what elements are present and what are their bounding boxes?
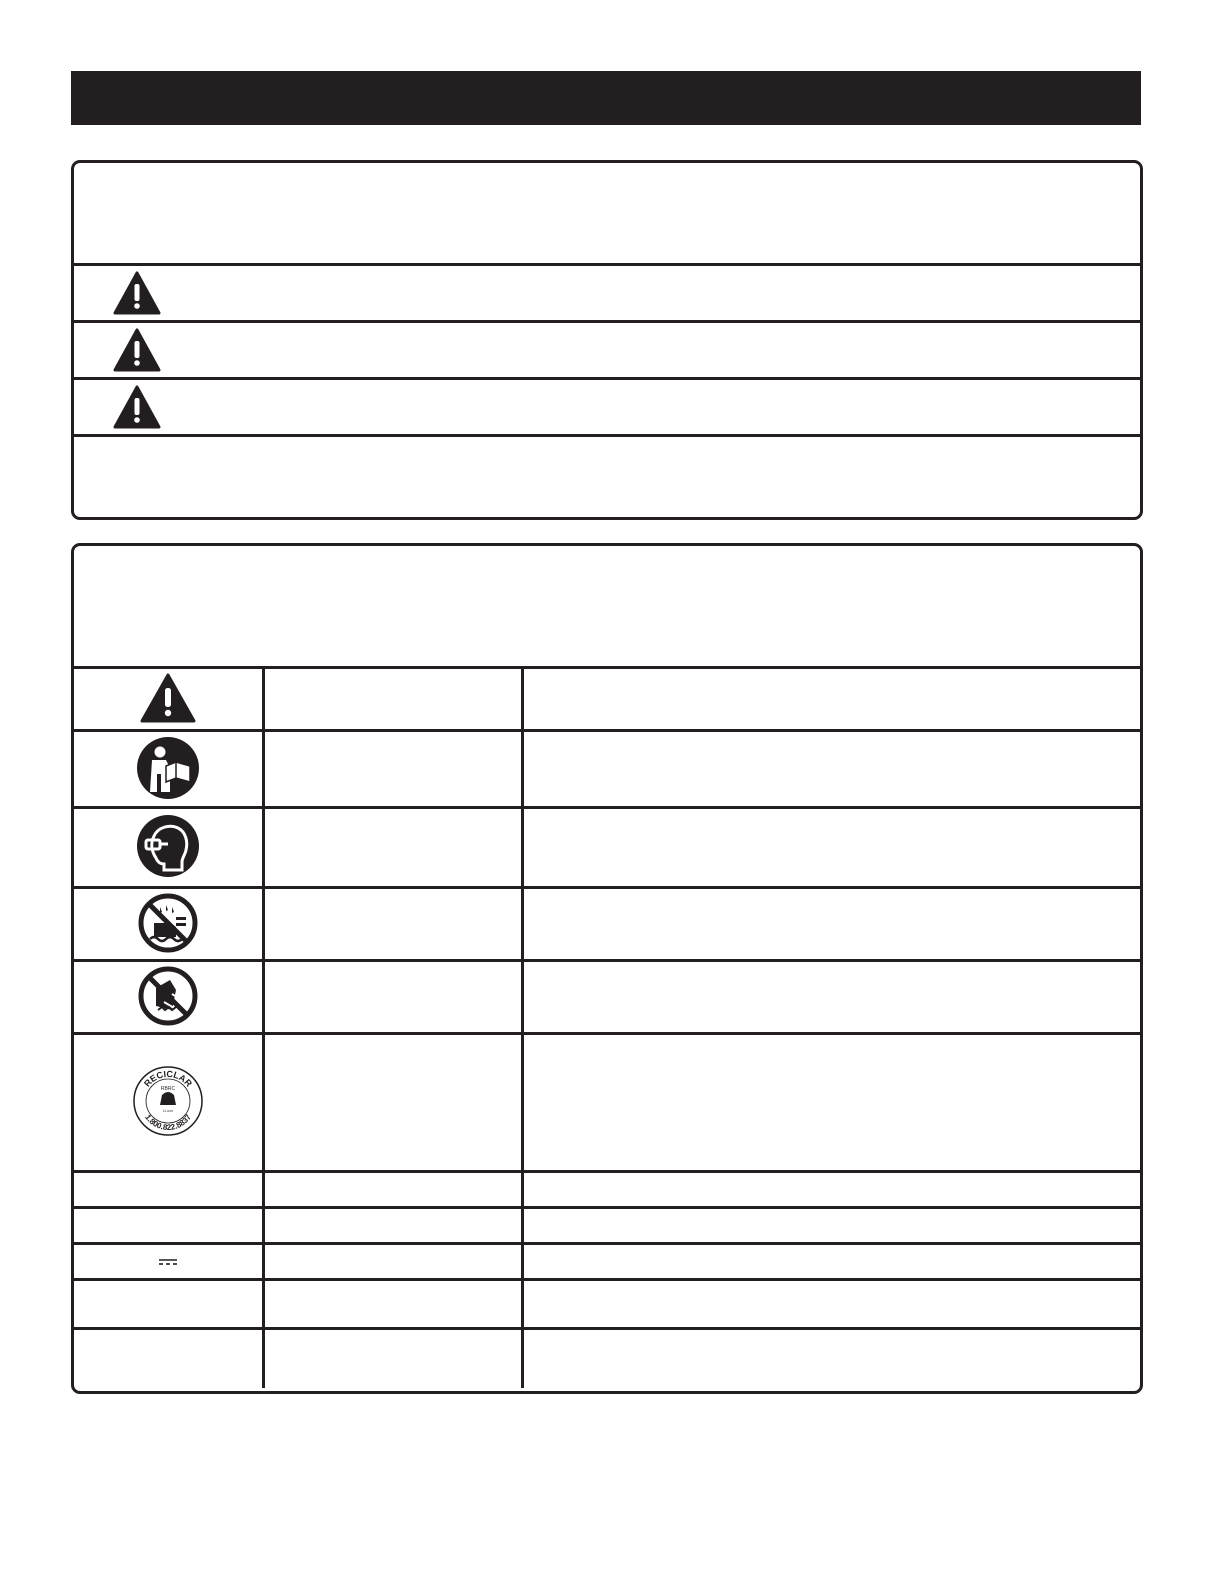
symbol-cell [74,1244,264,1280]
symbol-cell [74,961,264,1034]
symbol-name [264,1208,523,1244]
symbol-cell [74,808,264,888]
section-header-bar [71,71,1141,125]
table-row [74,1244,1140,1280]
warning-triangle-icon [74,385,200,429]
symbol-name [264,668,523,731]
table-row [74,1172,1140,1208]
symbol-cell [74,1280,264,1329]
symbol-cell [74,731,264,808]
symbol-meaning [523,888,1141,961]
symbol-meaning [523,1034,1141,1172]
signal-intro [74,163,1140,263]
table-row [74,808,1140,888]
symbol-cell [74,1172,264,1208]
signal-note [74,434,1140,513]
symbol-meaning [523,1244,1141,1280]
symbol-cell [74,1034,264,1172]
symbol-meaning [523,808,1141,888]
symbol-meaning [523,731,1141,808]
symbol-name [264,1244,523,1280]
warning-triangle-icon [74,328,200,372]
seal-top-text: RECICLAR [141,1068,195,1089]
table-row [74,668,1140,731]
symbol-meaning [523,1329,1141,1388]
symbol-name [264,1329,523,1388]
symbol-name [264,1034,523,1172]
signal-row [74,320,1140,377]
symbol-meaning [523,1208,1141,1244]
table-row [74,1208,1140,1244]
signal-row [74,263,1140,320]
table-row [74,888,1140,961]
warning-triangle-icon [74,271,200,315]
seal-phone-text: 1.800.822.8837 [143,1112,193,1133]
table-row [74,961,1140,1034]
rbrc-recycle-seal-icon [132,1065,204,1137]
symbol-name [264,888,523,961]
table-row [74,1280,1140,1329]
symbol-name [264,1280,523,1329]
table-row [74,1329,1140,1388]
symbol-name [264,808,523,888]
symbol-name [264,731,523,808]
table-row [74,1034,1140,1172]
seal-inner-text: RBRC [160,1086,176,1092]
symbol-cell [74,888,264,961]
table-row [74,731,1140,808]
symbols-table [74,666,1140,1388]
warning-triangle-icon [140,673,196,723]
symbols-intro [74,546,1140,666]
eye-protection-icon [136,814,200,878]
signal-row [74,377,1140,434]
symbols-box [71,543,1143,1394]
symbol-meaning [523,961,1141,1034]
symbol-meaning [523,1172,1141,1208]
symbol-name [264,961,523,1034]
symbol-cell [74,668,264,731]
symbol-name [264,1172,523,1208]
direct-current-icon [158,1257,178,1267]
no-cutting-hazard-icon [138,966,198,1026]
symbol-meaning [523,1280,1141,1329]
symbol-cell [74,1208,264,1244]
symbol-meaning [523,668,1141,731]
seal-chem-text: Li-ion [163,1108,173,1113]
no-wet-conditions-icon [138,893,198,953]
symbol-cell [74,1329,264,1388]
signal-words-box [71,160,1143,520]
read-manual-icon [136,736,200,800]
